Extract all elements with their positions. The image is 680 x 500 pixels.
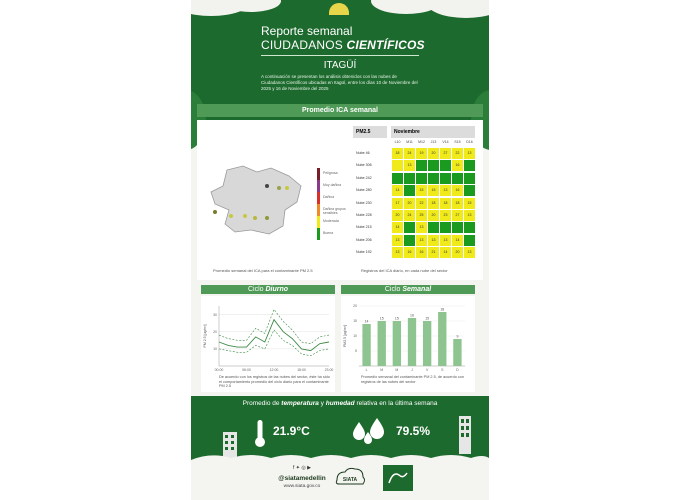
- x-tick-label: D: [456, 368, 459, 372]
- grid-caption: Registros del ICA diario, en cada nube del sector: [361, 268, 448, 273]
- city-name: ITAGÜÍ: [323, 60, 357, 71]
- ica-cell: [464, 173, 475, 184]
- ica-cell: [452, 173, 463, 184]
- ica-cell: [392, 173, 403, 184]
- nube-west-marker: [213, 210, 217, 214]
- section-title-daily: Ciclo Diurno: [201, 285, 335, 294]
- x-tick-label: S: [441, 368, 444, 372]
- ica-cell: 27: [440, 148, 451, 159]
- ica-cell: 17: [392, 198, 403, 209]
- map-caption: Promedio semanal del ICA para el contaminante PM 2.5: [213, 268, 313, 273]
- ica-cell: 14: [452, 235, 463, 246]
- legend-swatch: [317, 228, 320, 240]
- y-axis-label: PM 2.5 [µg/m³]: [203, 324, 207, 348]
- ica-cell: 24: [404, 148, 415, 159]
- siata-logo-text: SIATA: [342, 477, 358, 483]
- weekly-caption: Promedio semanal del contaminante PM 2.5, de acuerdo con registros de las nubes del sector: [361, 375, 464, 384]
- ica-cell: 16: [452, 185, 463, 196]
- x-tick-label: J: [411, 368, 413, 372]
- report-poster: [191, 0, 489, 500]
- legend-label: Peligrosa: [323, 171, 338, 175]
- month-label: Noviembre: [391, 126, 475, 138]
- ica-cell: 13: [428, 235, 439, 246]
- ica-cell: 16: [416, 247, 427, 258]
- ica-cell: 24: [404, 210, 415, 221]
- ica-cell: 13: [392, 235, 403, 246]
- ica-cell: 22: [452, 148, 463, 159]
- nube-north-marker: [265, 184, 269, 188]
- itagui-map: [205, 158, 315, 238]
- bar-data-label: 15: [379, 316, 384, 321]
- y-tick-label: 10: [353, 334, 357, 339]
- report-title: Reporte semanal: [261, 24, 353, 38]
- nube-east-1-marker: [277, 186, 281, 190]
- ica-cell: 16: [452, 160, 463, 171]
- bar: [393, 321, 401, 366]
- tower-building-icon: [457, 414, 473, 454]
- ica-cell: [440, 160, 451, 171]
- amva-logo-icon: [383, 465, 413, 491]
- ica-cell: 21: [428, 247, 439, 258]
- bar: [408, 318, 416, 366]
- ica-cell: 13: [416, 235, 427, 246]
- bar: [378, 321, 386, 366]
- ica-cell: 18: [452, 198, 463, 209]
- social-handle[interactable]: @siatamedellin: [278, 475, 326, 482]
- report-description: A continuación se presentan los análisis obtenidos con las nubes de Ciudadanos Científicos ubicadas en Itagüí, entre los días 10 de Noviembre del 2025 y 16 de Noviembre del 2025: [261, 74, 418, 91]
- nube-row-label: Nube 46: [356, 151, 370, 155]
- ica-cell: 19: [416, 148, 427, 159]
- ica-cell: 15: [416, 185, 427, 196]
- bar-data-label: 14: [364, 319, 369, 324]
- ica-cell: 25: [416, 210, 427, 221]
- nube-south-marker: [265, 216, 269, 220]
- section-title-ica: Promedio ICA semanal: [197, 104, 483, 117]
- series-line-solid: [219, 320, 329, 351]
- legend-swatch: [317, 180, 320, 192]
- legend-swatch: [317, 192, 320, 204]
- humidity-drops-icon: [349, 416, 389, 446]
- amva-logo: [383, 465, 413, 491]
- ica-cell: [440, 222, 451, 233]
- y-tick-label: 10: [213, 347, 217, 352]
- ica-cell: 20: [428, 210, 439, 221]
- ica-cell: 20: [452, 247, 463, 258]
- y-tick-label: 20: [213, 329, 217, 334]
- ica-cell: [404, 173, 415, 184]
- ica-cell: 14: [392, 222, 403, 233]
- ica-cell: 14: [392, 185, 403, 196]
- x-tick-label: V: [425, 368, 429, 372]
- x-tick-label: 06:00: [242, 368, 251, 372]
- bar: [362, 324, 370, 366]
- series-line-dashed-lower: [219, 330, 329, 356]
- thermometer-icon: [253, 418, 267, 448]
- bar-data-label: 16: [410, 313, 414, 318]
- pm-label: PM2.5: [353, 126, 387, 138]
- ica-cell: 13: [440, 235, 451, 246]
- ica-cell: [416, 160, 427, 171]
- x-tick-label: 12:00: [269, 368, 279, 372]
- nube-center-2-marker: [243, 214, 247, 218]
- legend-swatch: [317, 168, 320, 180]
- social-icons[interactable]: f ✦ ◎ ▶: [293, 465, 311, 471]
- bar: [453, 339, 461, 366]
- x-tick-label: 00:00: [214, 368, 224, 372]
- day-label: J13: [430, 140, 437, 144]
- ica-cell: [428, 173, 439, 184]
- day-label: D16: [466, 140, 473, 144]
- day-label: L10: [394, 140, 401, 144]
- section-title-weekly: Ciclo Semanal: [341, 285, 475, 294]
- ica-cell: 13: [464, 247, 475, 258]
- ica-cell: [404, 185, 415, 196]
- ica-cell: 13: [464, 148, 475, 159]
- x-tick-label: 23:00: [324, 368, 334, 372]
- y-axis-label: PM2.5 [µg/m³]: [343, 324, 347, 348]
- website-link[interactable]: www.siata.gov.co: [283, 484, 321, 489]
- siata-logo-icon: [333, 466, 367, 488]
- weather-title: Promedio de temperatura y humedad relativa en la última semana: [242, 400, 438, 407]
- ica-cell: [440, 173, 451, 184]
- daily-cycle-chart: [201, 298, 335, 374]
- ica-cell: 20: [404, 198, 415, 209]
- ica-cell: [428, 222, 439, 233]
- ica-cell: [404, 222, 415, 233]
- bar-data-label: 15: [425, 316, 430, 321]
- legend-label: Dañina grupos sensibles: [323, 207, 346, 215]
- nube-row-label: Nube 206: [356, 237, 372, 242]
- day-label: V14: [442, 140, 449, 144]
- nube-east-2-marker: [285, 186, 289, 190]
- ica-cell: 14: [440, 247, 451, 258]
- ica-cell: [464, 235, 475, 246]
- ica-cell: 13: [404, 160, 415, 171]
- ica-cell: 13: [416, 222, 427, 233]
- day-label: M11: [406, 140, 413, 144]
- nube-row-label: Nube 228: [356, 213, 372, 217]
- nube-row-label: Nube 306: [356, 163, 372, 168]
- x-tick-label: M: [395, 368, 399, 372]
- ica-cell: 18: [428, 198, 439, 209]
- y-tick-label: 15: [353, 319, 357, 324]
- ica-cell: 20: [392, 210, 403, 221]
- nube-center-1-marker: [229, 214, 233, 218]
- ica-cell: [464, 160, 475, 171]
- bar: [438, 312, 446, 366]
- legend-label: Dañina: [323, 195, 335, 199]
- header-divider: [261, 55, 419, 56]
- ica-cell: [416, 173, 427, 184]
- ica-cell: 18: [440, 198, 451, 209]
- report-subtitle: CIUDADANOS CIENTÍFICOS: [261, 38, 425, 52]
- legend-label: Muy dañina: [323, 183, 342, 187]
- nube-row-label: Nube 280: [356, 188, 372, 193]
- weekly-cycle-chart: [341, 298, 475, 374]
- legend-label: Moderada: [323, 219, 339, 223]
- legend-swatch: [317, 216, 320, 228]
- ica-cell: 20: [428, 148, 439, 159]
- bar-data-label: 15: [394, 316, 399, 321]
- ica-cell: 27: [452, 210, 463, 221]
- y-tick-label: 5: [355, 349, 357, 354]
- y-tick-label: 30: [213, 312, 217, 317]
- temperature-value: 21.9°C: [273, 424, 310, 438]
- x-tick-label: L: [365, 368, 368, 372]
- ica-cell: [428, 160, 439, 171]
- ica-cell: 13: [392, 247, 403, 258]
- bar-data-label: 18: [440, 307, 445, 312]
- map-outline: [211, 166, 301, 234]
- ica-cell: 15: [464, 198, 475, 209]
- x-tick-label: M: [380, 368, 384, 372]
- ica-cell: 13: [464, 210, 475, 221]
- nube-row-label: Nube 230: [356, 200, 372, 205]
- bar-data-label: 9: [456, 334, 459, 339]
- legend-swatch: [317, 204, 320, 216]
- ica-cell: 18: [392, 148, 403, 159]
- y-tick-label: 20: [353, 304, 357, 309]
- bar: [423, 321, 431, 366]
- ica-cell: [392, 160, 403, 171]
- ica-cell: [464, 222, 475, 233]
- legend-label: Buena: [323, 231, 334, 235]
- nube-row-label: Nube 215: [356, 225, 372, 230]
- day-label: S15: [454, 140, 461, 144]
- ica-cell: 16: [404, 247, 415, 258]
- ica-cell: 13: [440, 185, 451, 196]
- nube-row-label: Nube 192: [356, 250, 372, 255]
- day-label: M12: [418, 140, 425, 144]
- ica-cell: 22: [416, 198, 427, 209]
- ica-cell: [464, 185, 475, 196]
- ica-cell: 15: [428, 185, 439, 196]
- ica-cell: [404, 235, 415, 246]
- nube-row-label: Nube 242: [356, 175, 372, 180]
- humidity-value: 79.5%: [396, 424, 431, 438]
- ica-cell: 23: [440, 210, 451, 221]
- ica-cell: [452, 222, 463, 233]
- nube-center-3-marker: [253, 216, 257, 220]
- daily-caption: De acuerdo con los registros de las nubes del sector, éste ha sido el comportamiento promedio del ciclo diario para el contaminante PM 2.5: [219, 375, 330, 389]
- x-tick-label: 18:00: [297, 368, 306, 372]
